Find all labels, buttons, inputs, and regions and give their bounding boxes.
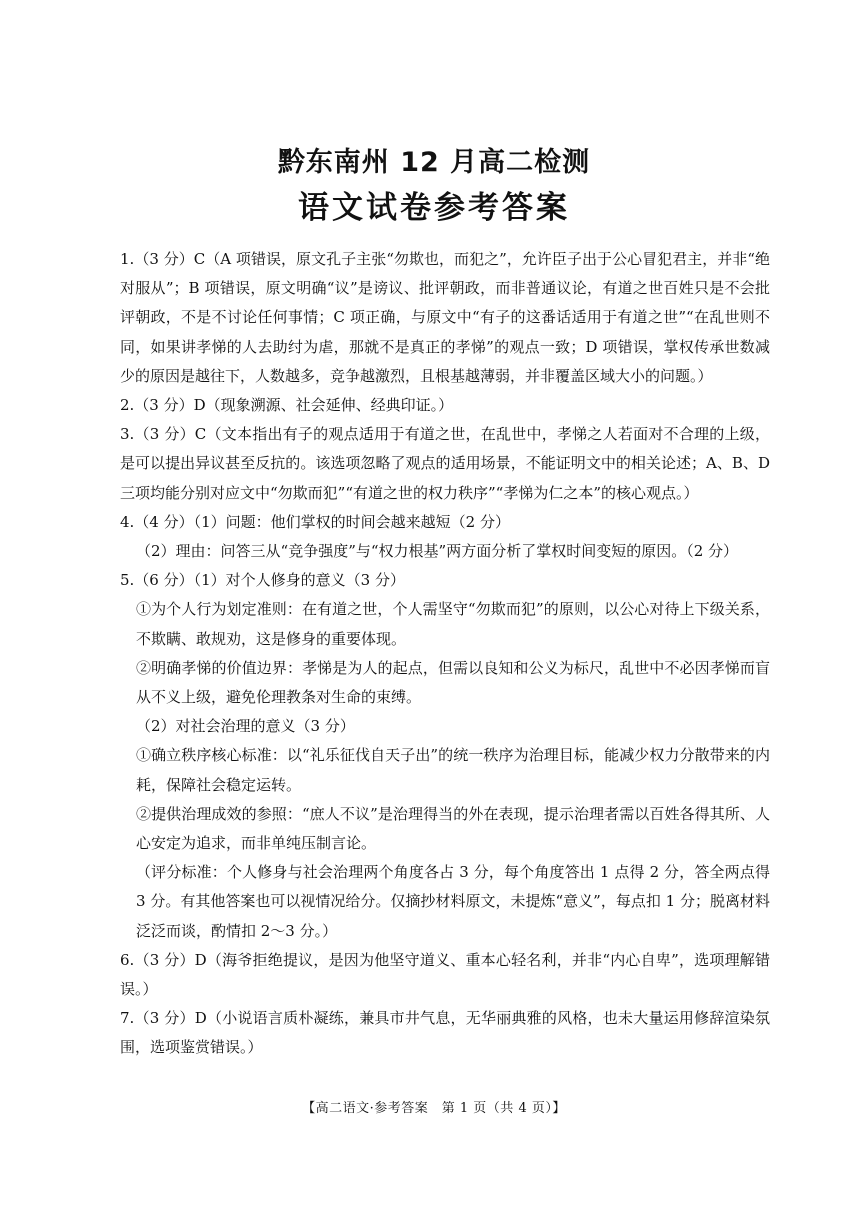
- answer-subitem: ①为个人行为划定准则：在有道之世，个人需坚守“勿欺而犯”的原则，以公心对待上下级关系，不欺瞒、敢规劝，这是修身的重要体现。: [136, 600, 770, 648]
- page-footer: 【高二语文·参考答案 第 1 页（共 4 页）】: [302, 1101, 566, 1116]
- answer-item: 3.（3 分）C（文本指出有子的观点适用于有道之世，在乱世中，孝悌之人若面对不合理的上级，是可以提出异议甚至反抗的。该选项忽略了观点的适用场景，不能证明文中的相关论述；A、B、D 三项均能分别对应文中“勿欺而犯”“有道之世的权力秩序”“孝悌为仁之本”的核心观点。）: [120, 425, 770, 502]
- answer-item: 1.（3 分）C（A 项错误，原文孔子主张“勿欺也，而犯之”，允许臣子出于公心冒犯君主，并非“绝对服从”；B 项错误，原文明确“议”是谤议、批评朝政，而非普通议论，有道之世百姓只是不会批评朝政，不是不讨论任何事情；C 项正确，与原文中“有子的这番话适用于有道之世”“在乱世则不同，如果讲孝悌的人去助纣为虐，那就不是真正的孝悌”的观点一致；D 项错误，掌权传承世数减少的原因是越往下，人数越多，竞争越激烈，且根基越薄弱，并非覆盖区域大小的问题。）: [120, 250, 770, 385]
- answer-subitem: （2）理由：问答三从“竞争强度”与“权力根基”两方面分析了掌权时间变短的原因。（2 分）: [136, 542, 739, 561]
- answer-subitem: ②明确孝悌的价值边界：孝悌是为人的起点，但需以良知和公义为标尺，乱世中不必因孝悌而盲从不义上级，避免伦理教条对生命的束缚。: [136, 658, 770, 707]
- answer-item: 2.（3 分）D（现象溯源、社会延伸、经典印证。）: [120, 396, 454, 415]
- document-title: 语文试卷参考答案: [298, 190, 570, 226]
- answer-subitem: ②提供治理成效的参照：“庶人不议”是治理得当的外在表现，提示治理者需以百姓各得其所、人心安定为追求，而非单纯压制言论。: [136, 804, 770, 853]
- answer-item: 5.（6 分）（1）对个人修身的意义（3 分）: [120, 571, 405, 590]
- exam-title: 黔东南州 12 月高二检测: [277, 147, 591, 178]
- answer-list: [120, 245, 770, 1063]
- answer-subitem: ①确立秩序核心标准：以“礼乐征伐自天子出”的统一秩序为治理目标，能减少权力分散带来的内耗，保障社会稳定运转。: [136, 746, 770, 794]
- answer-item: 4.（4 分）（1）问题：他们掌权的时间会越来越短（2 分）: [120, 512, 510, 531]
- scoring-note: （评分标准：个人修身与社会治理两个角度各占 3 分，每个角度答出 1 点得 2 分，答全两点得 3 分。有其他答案也可以视情况给分。仅摘抄材料原文，未提炼“意义”，每点扣 1 分；脱离材料泛泛而谈，酌情扣 2～3 分。）: [136, 863, 770, 940]
- answer-item: 7.（3 分）D（小说语言质朴凝练，兼具市井气息，无华丽典雅的风格，也未大量运用修辞渲染氛围，选项鉴赏错误。）: [120, 1009, 770, 1057]
- answer-item: 6.（3 分）D（海爷拒绝提议，是因为他坚守道义、重本心轻名利，并非“内心自卑”，选项理解错误。）: [120, 950, 770, 999]
- answer-subitem: （2）对社会治理的意义（3 分）: [136, 717, 355, 736]
